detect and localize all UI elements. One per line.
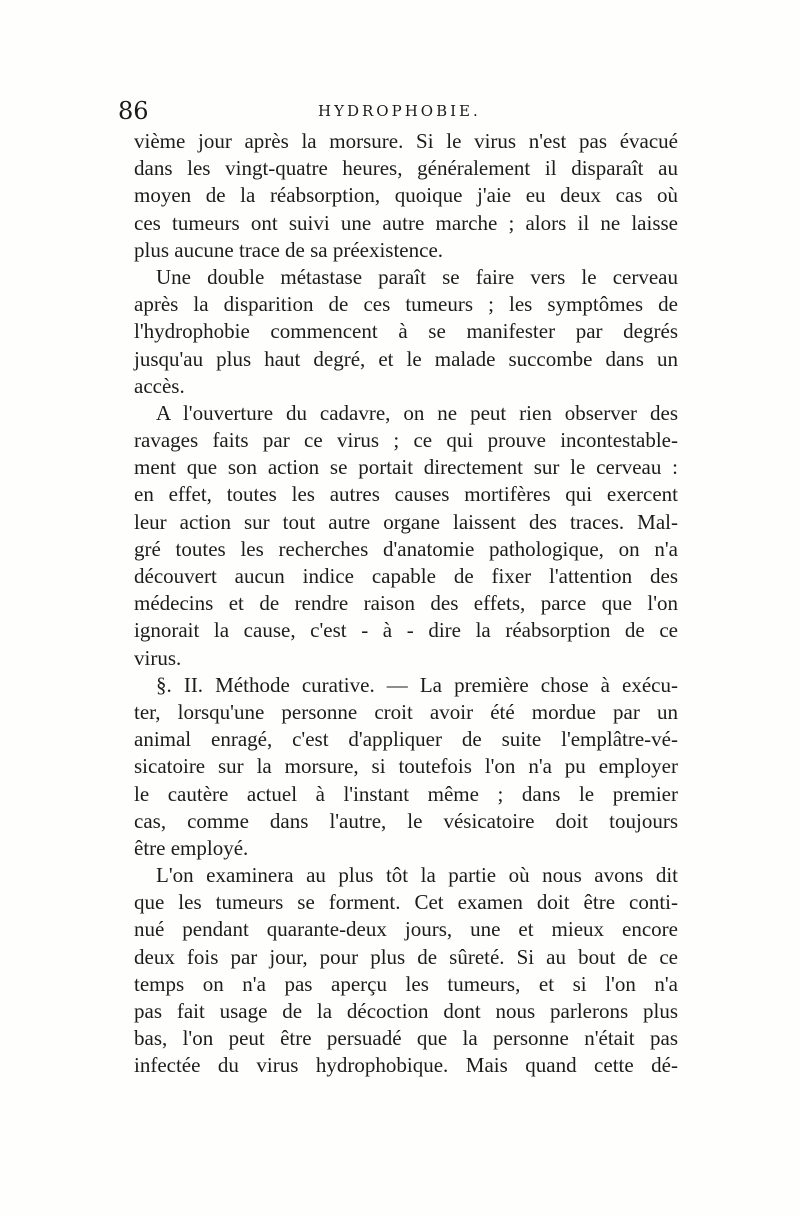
text-line: être employé. [134, 835, 249, 860]
text-line: leur action sur tout autre organe laissent des traces. Mal- [134, 509, 678, 534]
text-line: dans les vingt-quatre heures, généralement il disparaît au [134, 156, 678, 181]
text-line: accès. [134, 373, 185, 398]
text-line: ces tumeurs ont suivi une autre marche ; alors il ne laisse [134, 210, 678, 235]
running-title: HYDROPHOBIE. [318, 102, 481, 120]
text-line: plus aucune trace de sa préexistence. [134, 237, 444, 262]
text-line: bas, l'on peut être persuadé que la personne n'était pas [134, 1026, 678, 1051]
text-line: ment que son action se portait directement sur le cerveau : [134, 455, 678, 480]
text-line: le cautère actuel à l'instant même ; dans le premier [134, 781, 678, 806]
text-line: nué pendant quarante-deux jours, une et mieux encore [134, 917, 678, 942]
text-line: jusqu'au plus haut degré, et le malade succombe dans un [134, 346, 678, 371]
text-line: l'hydrophobie commencent à se manifester par degrés [134, 319, 678, 344]
text-line: ter, lorsqu'une personne croit avoir été mordue par un [134, 699, 678, 724]
text-line: ignorait la cause, c'est - à - dire la réabsorption de ce [134, 618, 678, 643]
text-line: cas, comme dans l'autre, le vésicatoire doit toujours [134, 808, 678, 833]
text-line: animal enragé, c'est d'appliquer de suite l'emplâtre-vé- [134, 727, 678, 752]
text-line: pas fait usage de la décoction dont nous parlerons plus [134, 999, 678, 1023]
text-line: vième jour après la morsure. Si le virus n'est pas évacué [134, 129, 678, 153]
text-line: infectée du virus hydrophobique. Mais quand cette dé- [134, 1053, 678, 1078]
text-line: médecins et de rendre raison des effets, parce que l'on [134, 591, 678, 616]
text-line: ravages faits par ce virus ; ce qui prouve incontestable- [134, 428, 678, 453]
text-line: après la disparition de ces tumeurs ; les symptômes de [134, 292, 678, 317]
text-line: que les tumeurs se forment. Cet examen doit être conti- [134, 890, 678, 915]
text-line: découvert aucun indice capable de fixer l'attention des [134, 564, 678, 588]
text-line: L'on examinera au plus tôt la partie où nous avons dit [156, 863, 678, 888]
text-line: A l'ouverture du cadavre, on ne peut rien observer des [156, 400, 678, 425]
page-number: 86 [118, 97, 149, 125]
text-line: temps on n'a pas aperçu les tumeurs, et si l'on n'a [134, 971, 678, 996]
text-line: moyen de la réabsorption, quoique j'aie eu deux cas où [134, 183, 678, 208]
text-line: sicatoire sur la morsure, si toutefois l'on n'a pu employer [134, 754, 678, 779]
text-line: gré toutes les recherches d'anatomie pathologique, on n'a [134, 536, 678, 561]
text-line: deux fois par jour, pour plus de sûreté. Si au bout de ce [134, 944, 678, 969]
page-header [118, 96, 688, 126]
text-line: Une double métastase paraît se faire vers le cerveau [156, 264, 678, 289]
text-line: virus. [134, 645, 182, 670]
text-line: en effet, toutes les autres causes mortifères qui exercent [134, 482, 678, 507]
text-line: §. II. Méthode curative. — La première chose à exécu- [156, 672, 678, 697]
body-text [134, 128, 678, 1080]
